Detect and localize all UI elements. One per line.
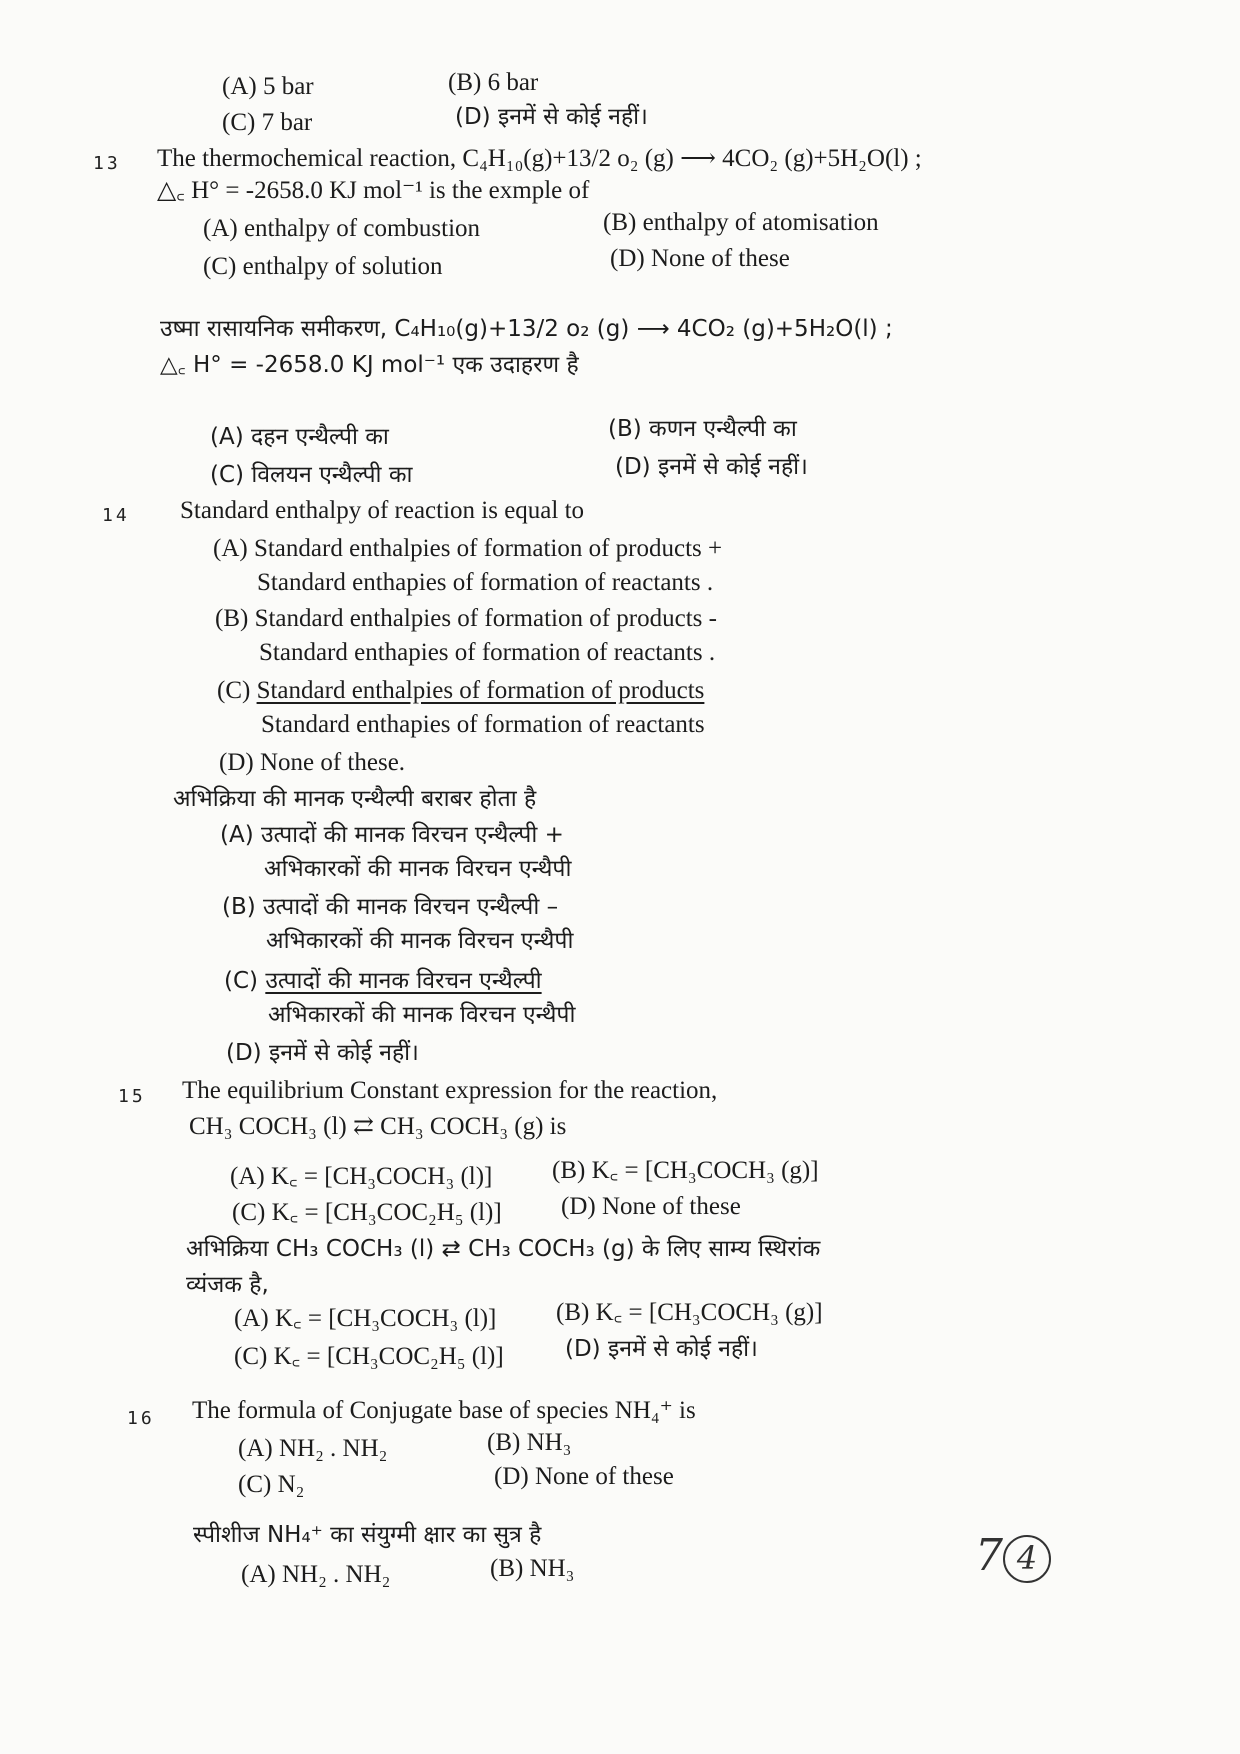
q15-number: 15 [118, 1086, 146, 1107]
q15-hindi-option-c: (C) K꜀ = [CH₃COC₂H₅ (l)] [234, 1343, 504, 1370]
q16-option-a: (A) NH₂ . NH₂ [238, 1435, 388, 1462]
q15-hindi-stem-line2: व्यंजक है, [186, 1272, 269, 1298]
q14-hindi-option-a-line2: अभिकारकों की मानक विरचन एन्थैपी [264, 856, 572, 882]
q14-hindi-option-c-numerator: उत्पादों की मानक विरचन एन्थैल्पी [265, 968, 542, 994]
q13-hindi-stem-line2: △꜀ H° = -2658.0 KJ mol⁻¹ एक उदाहरण है [160, 352, 579, 378]
q13-hindi-option-a: (A) दहन एन्थैल्पी का [210, 424, 389, 450]
q12-option-b: (B) 6 bar [448, 69, 539, 96]
q16-hindi-option-a: (A) NH₂ . NH₂ [241, 1561, 391, 1588]
q14-hindi-option-c-line1 [224, 966, 542, 996]
q13-option-b: (B) enthalpy of atomisation [603, 209, 879, 236]
q16-hindi-stem: स्पीशीज NH₄⁺ का संयुग्मी क्षार का सुत्र है [193, 1522, 542, 1548]
q14-hindi-stem: अभिक्रिया की मानक एन्थैल्पी बराबर होता है [173, 786, 537, 812]
q15-stem-line2: CH₃ COCH₃ (l) ⇄ CH₃ COCH₃ (g) is [189, 1113, 567, 1140]
q14-option-c-line1 [217, 676, 704, 706]
page-mark-number: 7 [975, 1530, 1003, 1581]
q13-option-a: (A) enthalpy of combustion [203, 215, 481, 242]
q16-number: 16 [127, 1408, 155, 1429]
q16-option-b: (B) NH₃ [487, 1429, 572, 1456]
q15-option-d: (D) None of these [561, 1193, 741, 1220]
q14-number: 14 [102, 505, 130, 526]
q14-option-c-label: (C) [217, 677, 257, 704]
q12-option-c: (C) 7 bar [222, 109, 313, 136]
q14-hindi-option-c-line2: अभिकारकों की मानक विरचन एन्थैपी [268, 1002, 576, 1028]
q14-hindi-option-c-label: (C) [224, 968, 266, 994]
q14-option-d: (D) None of these. [219, 749, 406, 776]
q14-stem: Standard enthalpy of reaction is equal to [180, 497, 585, 524]
q15-option-c: (C) K꜀ = [CH₃COC₂H₅ (l)] [232, 1199, 502, 1226]
q13-option-c: (C) enthalpy of solution [203, 253, 443, 280]
q14-option-a-line2: Standard enthapies of formation of reactants . [257, 569, 714, 596]
q13-hindi-option-c: (C) विलयन एन्थैल्पी का [210, 462, 413, 488]
q14-hindi-option-a-line1: (A) उत्पादों की मानक विरचन एन्थैल्पी + [220, 822, 564, 848]
q13-hindi-option-b: (B) कणन एन्थैल्पी का [608, 416, 797, 442]
q16-hindi-option-b: (B) NH₃ [490, 1555, 575, 1582]
q15-hindi-stem-line1: अभिक्रिया CH₃ COCH₃ (l) ⇄ CH₃ COCH₃ (g) के लिए साम्य स्थिरांक [186, 1236, 821, 1262]
q16-option-c: (C) N₂ [238, 1471, 305, 1498]
page-mark-circled-number: 4 [1003, 1535, 1051, 1583]
q13-hindi-stem-line1: उष्मा रासायनिक समीकरण, C₄H₁₀(g)+13/2 o₂ (g) ⟶ 4CO₂ (g)+5H₂O(l) ; [160, 316, 893, 342]
handwritten-page-mark [975, 1530, 1051, 1583]
q15-hindi-option-b: (B) K꜀ = [CH₃COCH₃ (g)] [556, 1299, 823, 1326]
q13-number: 13 [93, 153, 121, 174]
q14-option-a-line1: (A) Standard enthalpies of formation of products + [213, 535, 723, 562]
q13-hindi-option-d: (D) इनमें से कोई नहीं। [615, 454, 808, 480]
q12-option-d: (D) इनमें से कोई नहीं। [455, 104, 648, 130]
q12-option-a: (A) 5 bar [222, 73, 314, 100]
q14-hindi-option-d: (D) इनमें से कोई नहीं। [226, 1040, 419, 1066]
q15-hindi-option-d: (D) इनमें से कोई नहीं। [565, 1336, 758, 1362]
q14-option-c-line2: Standard enthapies of formation of reactants [261, 711, 705, 738]
q15-option-a: (A) K꜀ = [CH₃COCH₃ (l)] [230, 1163, 493, 1190]
q13-stem-line1: The thermochemical reaction, C₄H₁₀(g)+13/2 o₂ (g) ⟶ 4CO₂ (g)+5H₂O(l) ; [157, 145, 922, 172]
q14-option-b-line2: Standard enthapies of formation of reactants . [259, 639, 716, 666]
q13-stem-line2: △꜀ H° = -2658.0 KJ mol⁻¹ is the exmple of [157, 177, 590, 204]
q15-stem-line1: The equilibrium Constant expression for the reaction, [182, 1077, 718, 1104]
q15-option-b: (B) K꜀ = [CH₃COCH₃ (g)] [552, 1157, 819, 1184]
q13-option-d: (D) None of these [610, 245, 790, 272]
q14-hindi-option-b-line2: अभिकारकों की मानक विरचन एन्थैपी [266, 928, 574, 954]
q14-hindi-option-b-line1: (B) उत्पादों की मानक विरचन एन्थैल्पी – [222, 894, 559, 920]
q14-option-c-numerator: Standard enthalpies of formation of products [256, 677, 705, 704]
q16-option-d: (D) None of these [494, 1463, 674, 1490]
q15-hindi-option-a: (A) K꜀ = [CH₃COCH₃ (l)] [234, 1305, 497, 1332]
q16-stem: The formula of Conjugate base of species NH₄⁺ is [192, 1397, 696, 1424]
q14-option-b-line1: (B) Standard enthalpies of formation of products - [215, 605, 717, 632]
